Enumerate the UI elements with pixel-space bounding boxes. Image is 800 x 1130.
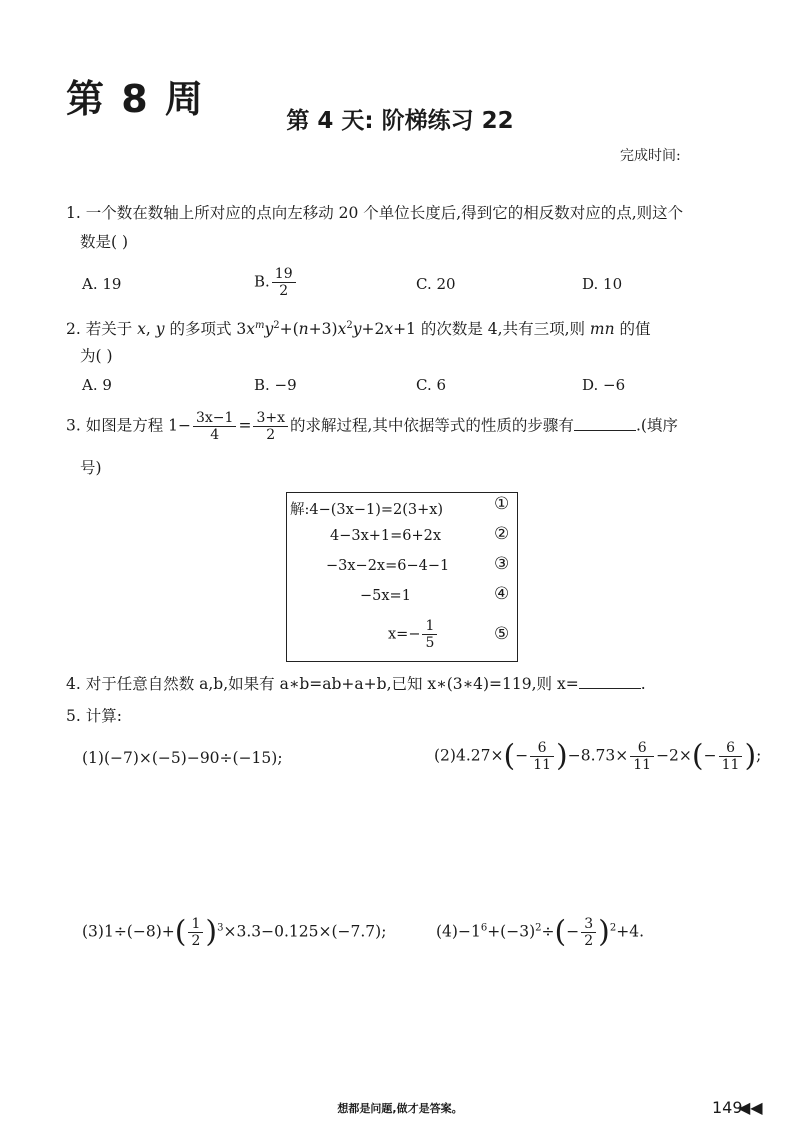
q2-line2: 为( ) xyxy=(80,347,113,365)
q1-option-c: C. 20 xyxy=(416,275,456,293)
q5-part2: (2)4.27×(− $\frac{6}{11}$ )−8.73× $\frac{6}{11}$ −2×(− $\frac{6}{11}$ ); xyxy=(434,738,762,774)
q5-p2-d: ; xyxy=(756,746,762,765)
q2-option-c: C. 6 xyxy=(416,376,447,394)
step5-numerator: 1 xyxy=(422,618,437,635)
q3-fraction-1 xyxy=(193,410,236,443)
q2-text-c: 的次数是 4,共有三项,则 xyxy=(415,320,590,339)
q5-p4-exp-2b: 2 xyxy=(609,922,617,934)
q3-f2-denominator: 2 xyxy=(266,427,276,443)
step-marker-5: ⑤ xyxy=(494,624,510,644)
q1-option-b-fraction xyxy=(272,266,296,299)
q3-f1-denominator: 4 xyxy=(210,427,220,443)
day-title: 第 4 天: 阶梯练习 22 xyxy=(286,108,514,134)
q1-option-b xyxy=(254,266,298,299)
week-heading: 第 8 周 xyxy=(66,77,205,121)
q1-line1: 1. 一个数在数轴上所对应的点向左移动 20 个单位长度后,得到它的相反数对应的点,则这个 xyxy=(66,204,684,222)
q5-p2-c: −2× xyxy=(656,746,692,765)
q5-title: 5. 计算: xyxy=(66,707,122,725)
q1-option-a: A. 19 xyxy=(82,275,122,293)
q5-p3-frac xyxy=(188,916,203,949)
q5-part3: (3)1÷(−8)+( $\frac{1}{2}$ )$^3$×3.3−0.125×(−7.7); xyxy=(82,914,387,950)
q4-text-a: 4. 对于任意自然数 a,b,如果有 a∗b=ab+a+b,已知 x∗(3∗4)=119,则 x= xyxy=(66,675,579,693)
q1-b-denominator: 2 xyxy=(279,283,289,299)
frac-numerator: 6 xyxy=(530,740,554,757)
q3-prefix: 3. 如图是方程 1− xyxy=(66,416,191,435)
q2-text-b: 的多项式 3 xyxy=(164,320,247,339)
q1-option-b-label: B. xyxy=(254,272,270,291)
q1-line2: 数是( ) xyxy=(80,233,129,251)
q2-line1: 2. 若关于 x, y 的多项式 $3x^my^2+(n+3)x^2y+2x+1$ 的次数是 4,共有三项,则 mn 的值 xyxy=(66,320,651,339)
q5-p4-b: +(−3) xyxy=(487,922,536,941)
frac-denominator: 11 xyxy=(721,757,740,773)
q5-p2-b: −8.73× xyxy=(567,746,629,765)
q1-b-numerator: 19 xyxy=(272,266,296,283)
q5-p4-frac xyxy=(581,916,596,949)
solution-step-1: 解:4−(3x−1)=2(3+x) xyxy=(290,502,444,518)
q5-part1: (1)(−7)×(−5)−90÷(−15); xyxy=(82,749,283,767)
frac-denominator: 2 xyxy=(584,933,594,949)
q2-option-d: D. −6 xyxy=(582,376,626,394)
frac-numerator: 3 xyxy=(581,916,596,933)
chevron-left-icon: ◀◀ xyxy=(738,1098,763,1117)
step-marker-2: ② xyxy=(494,524,510,544)
q2-option-a: A. 9 xyxy=(82,376,112,394)
q4-line xyxy=(66,674,646,694)
frac-numerator: 1 xyxy=(188,916,203,933)
footer-motto: 想都是问题,做才是答案。 xyxy=(337,1102,463,1115)
q5-p2-frac-2 xyxy=(630,740,654,773)
q5-p4-exp-6: 6 xyxy=(480,922,488,934)
solution-step-5-fraction xyxy=(422,618,437,651)
q3-answer-blank[interactable] xyxy=(574,416,636,431)
frac-denominator: 11 xyxy=(533,757,552,773)
solution-step-5-text: x=− xyxy=(388,626,421,643)
page-number: 149 xyxy=(712,1098,743,1117)
q3-f1-numerator: 3x−1 xyxy=(193,410,236,427)
q4-answer-blank[interactable] xyxy=(579,674,641,689)
solution-step-3: −3x−2x=6−4−1 xyxy=(326,558,450,574)
q1-option-d: D. 10 xyxy=(582,275,623,293)
q2-text-d: 的值 xyxy=(614,320,651,339)
completion-time-label: 完成时间: xyxy=(620,148,681,164)
step5-denominator: 5 xyxy=(425,635,435,651)
q5-part4: $(4)-1^6+(-3)^2\div(-$ $\frac{3}{2}$ )$^2$+4. xyxy=(436,914,645,950)
q5-p2-a: (2)4.27× xyxy=(434,746,504,765)
q5-p4-a: (4)−1 xyxy=(436,922,481,941)
solution-step-5 xyxy=(388,618,439,651)
q4-text-b: . xyxy=(640,675,646,693)
q5-p3-exponent: 3 xyxy=(217,922,224,934)
q2-text-a: 2. 若关于 xyxy=(66,320,138,339)
frac-denominator: 11 xyxy=(633,757,652,773)
q2-option-b: B. −9 xyxy=(254,376,297,394)
q3-fraction-2 xyxy=(253,410,288,443)
q3-suffix: 的求解过程,其中依据等式的性质的步骤有 xyxy=(290,416,574,435)
frac-denominator: 2 xyxy=(191,933,201,949)
q5-p4-d: +4. xyxy=(616,922,645,941)
q3-suffix2: .(填序 xyxy=(635,416,678,435)
step-marker-1: ① xyxy=(494,494,510,514)
q5-p4-c: ÷ xyxy=(541,922,555,941)
q3-line2: 号) xyxy=(80,459,102,477)
q3-line1: 3. 如图是方程 1− $\frac{3x-1}{4}$ = $\frac{3+x}{2}$ 的求解过程,其中依据等式的性质的步骤有 .(填序 xyxy=(66,410,678,443)
step-marker-4: ④ xyxy=(494,584,510,604)
q5-p3-a: (3)1÷(−8)+ xyxy=(82,922,175,941)
q5-p4-exp-2a: 2 xyxy=(535,922,542,934)
q3-f2-numerator: 3+x xyxy=(253,410,288,427)
q5-p2-frac-3 xyxy=(719,740,743,773)
frac-numerator: 6 xyxy=(630,740,654,757)
q5-p2-frac-1 xyxy=(530,740,554,773)
solution-step-2: 4−3x+1=6+2x xyxy=(330,528,442,544)
q5-p3-b: ×3.3−0.125×(−7.7); xyxy=(223,922,387,941)
frac-numerator: 6 xyxy=(719,740,743,757)
solution-step-4: −5x=1 xyxy=(360,588,411,604)
step-marker-3: ③ xyxy=(494,554,510,574)
